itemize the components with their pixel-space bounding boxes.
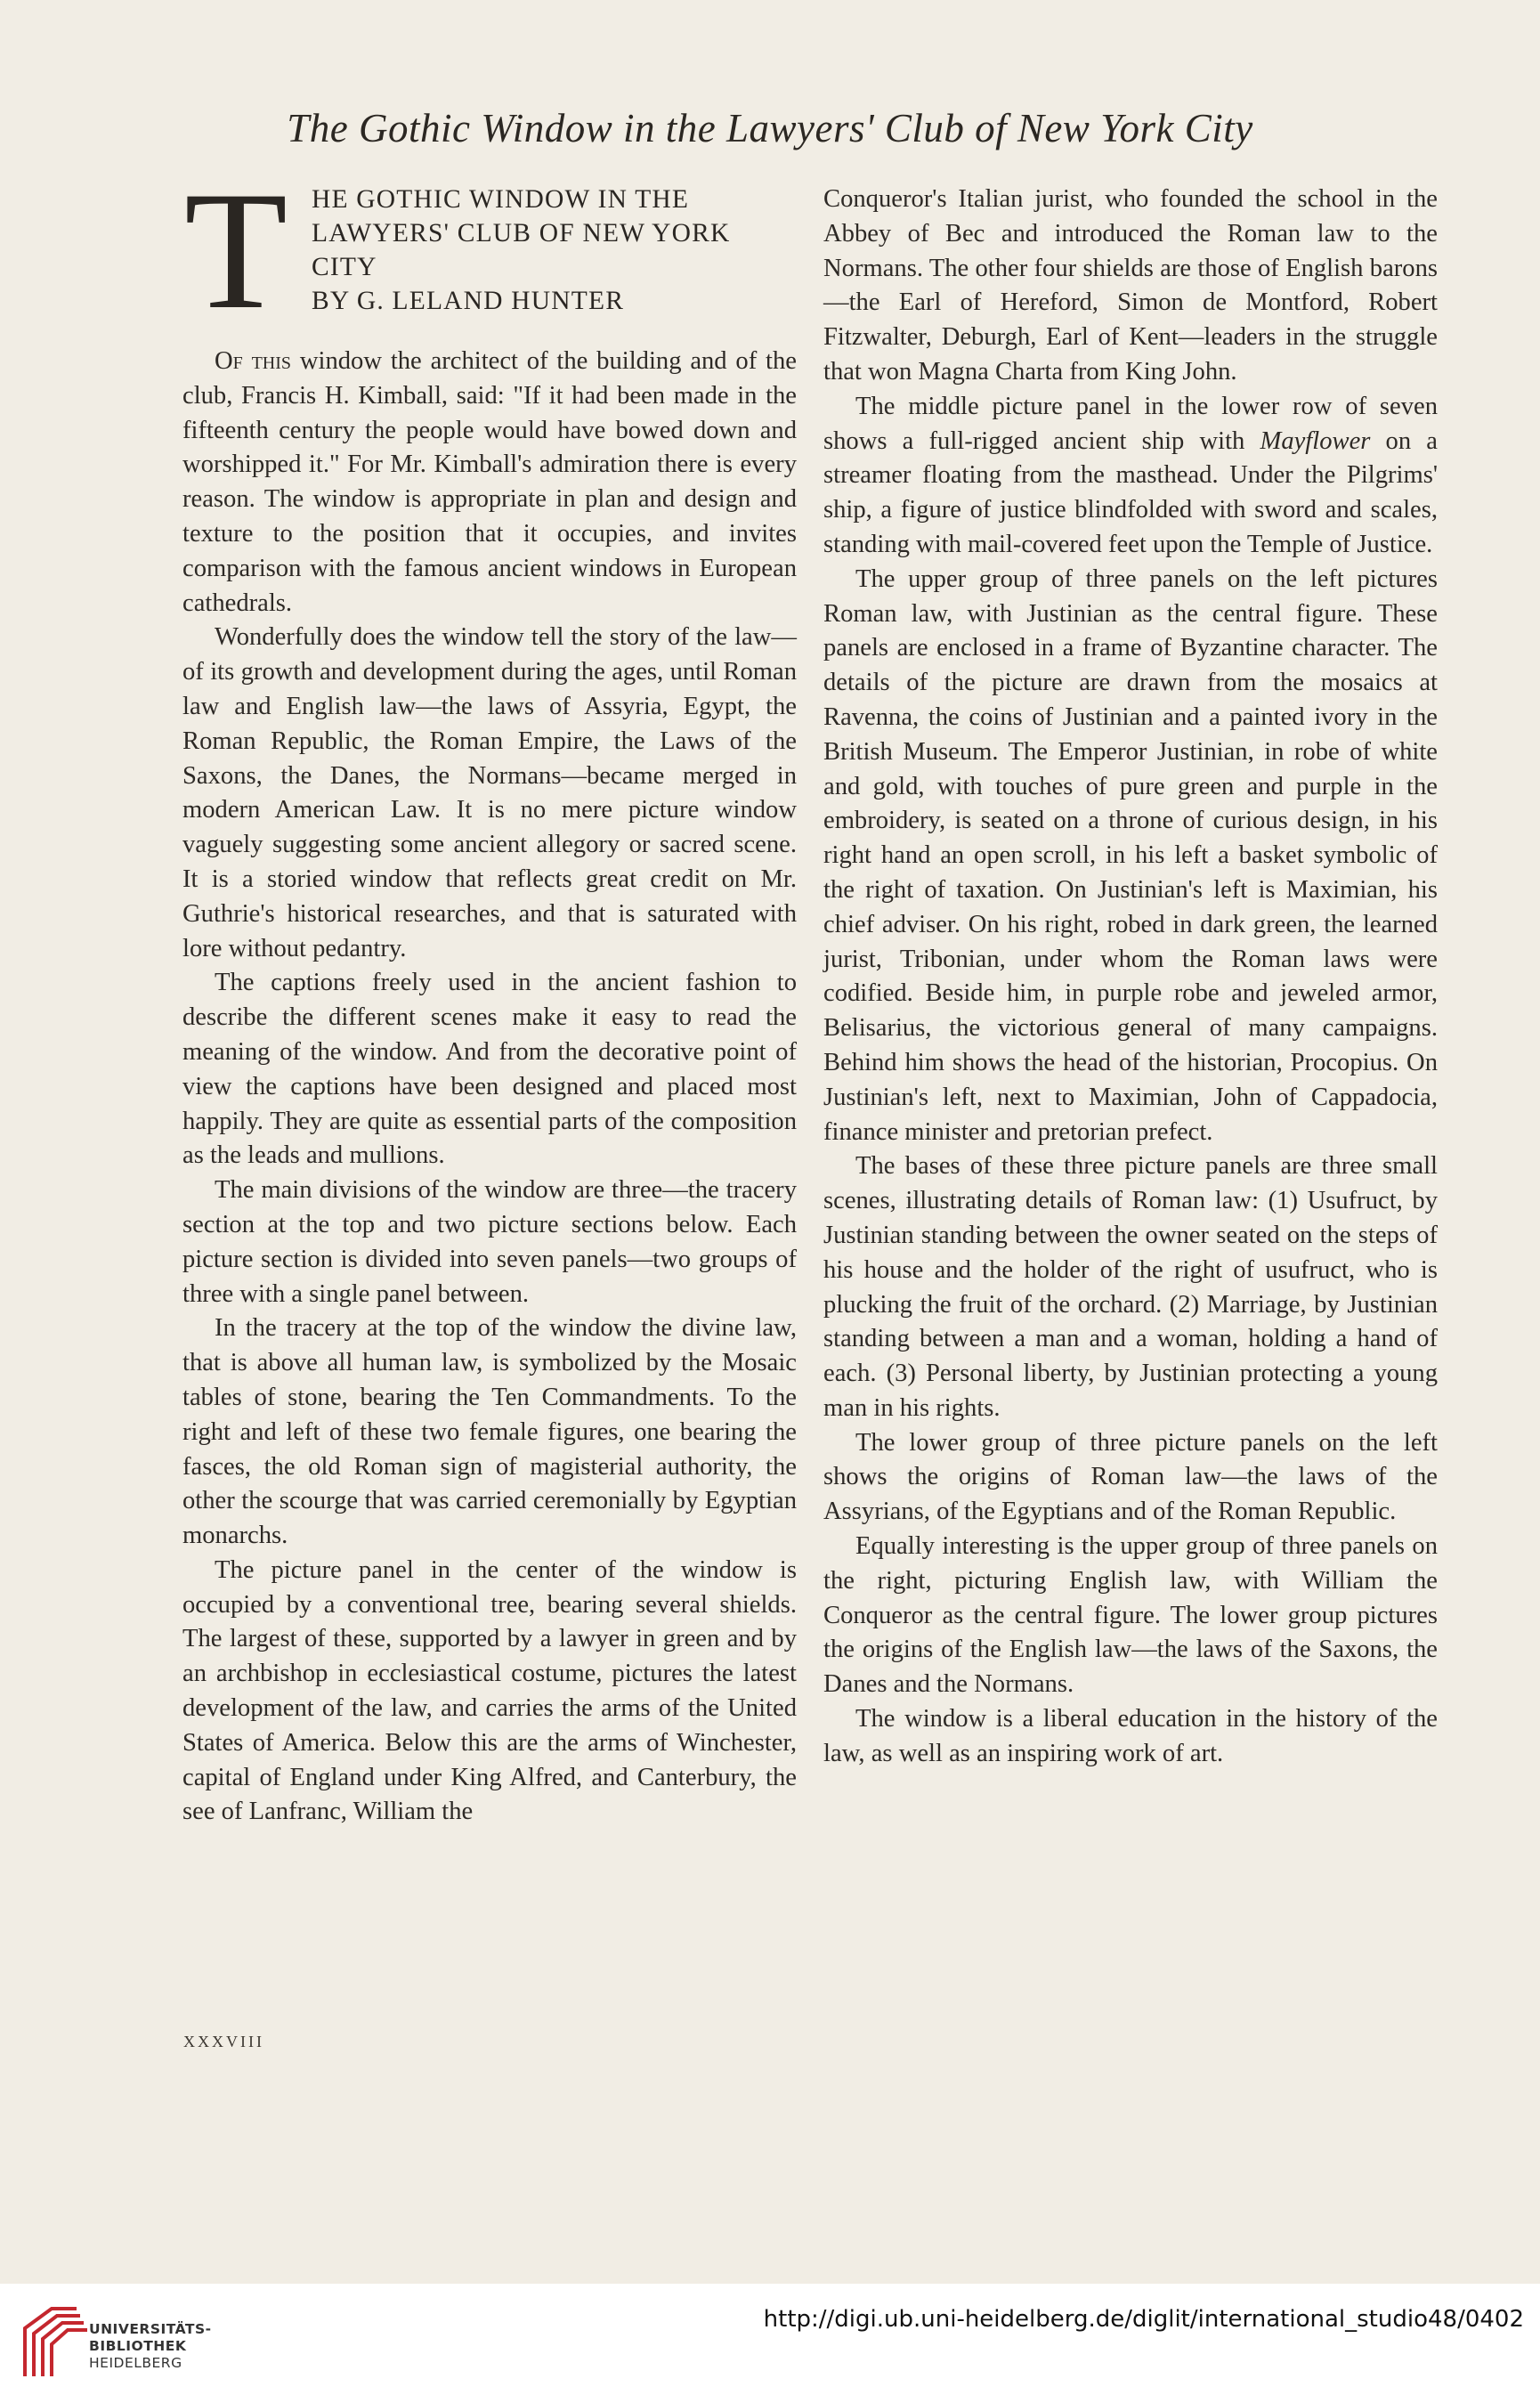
- paragraph: The picture panel in the center of the window is occupied by a conventional tree, bearing several shields. The largest of these, supported by a lawyer in green and by an archbishop in ecclesiastical costume, pictures the latest development of the law, and carries the arms of the United States of America. Below this are the arms of Winchester, capital of England under King Alfred, and Canterbury, the see of Lanfranc, William the: [182, 1555, 797, 1826]
- paragraph: The bases of these three picture panels are three small scenes, illustrating details of Roman law: (1) Usufruct, by Justinian standing between the owner seated on the steps of his house and the holder of the right of usufruct, who is plucking the fruit of the orchard. (2) Marriage, by Justinian standing between a man and a woman, holding a hand of each. (3) Personal liberty, by Justinian protecting a young man in his rights.: [823, 1152, 1438, 1422]
- paragraph-text: The middle picture panel in the lower row of seven shows a full-rigged ancient ship with: [823, 392, 1438, 455]
- paragraph-lead: Of this: [215, 347, 292, 375]
- paragraph: In the tracery at the top of the window the divine law, that is above all human law, is symbolized by the Mosaic tables of stone, bearing the Ten Commandments. To the right and left of these two female figures, one bearing the fasces, the old Roman sign of magisterial authority, the other the scourge that was carried ceremonially by Egyptian monarchs.: [182, 1314, 797, 1550]
- byline: BY G. LELAND HUNTER: [312, 287, 625, 315]
- library-name-line-1: UNIVERSITÄTS-: [89, 2321, 212, 2337]
- right-column: [823, 183, 1438, 1772]
- heading-lines: [312, 183, 797, 318]
- paragraph: The upper group of three panels on the left pictures Roman law, with Justinian as the central figure. These panels are enclosed in a frame of Byzantine character. The details of the picture are drawn from the mosaics at Ravenna, the coins of Justinian and a painted ivory in the British Museum. The Emperor Justinian, in robe of white and gold, with touches of pure green and purple in the embroidery, is seated on a throne of curious design, in his right hand an open scroll, in his left a basket symbolic of the right of taxation. On Justinian's left is Maximian, his chief adviser. On his right, robed in dark green, the learned jurist, Tribonian, under whom the Roman laws were codified. Beside him, in purple robe and jeweled armor, Belisarius, the victorious general of many campaigns. Behind him shows the head of the historian, Procopius. On Justinian's left, next to Maximian, John of Cappadocia, finance minister and pretorian prefect.: [823, 564, 1438, 1146]
- heading-line-3: CITY: [312, 253, 377, 281]
- library-name-line-2: BIBLIOTHEK: [89, 2338, 187, 2354]
- heading-line-2: LAWYERS' CLUB OF NEW YORK: [312, 219, 731, 248]
- digitization-footer: [0, 2284, 1540, 2395]
- paragraph: Equally interesting is the upper group of three panels on the right, picturing English law, with William the Conqueror as the central figure. The lower group pictures the origins of the English law—the laws of the Saxons, the Danes and the Normans.: [823, 1532, 1438, 1699]
- heading-line-1: HE GOTHIC WINDOW IN THE: [312, 185, 690, 214]
- left-column: [182, 158, 797, 1830]
- article-heading: [182, 158, 797, 345]
- paragraph: Wonderfully does the window tell the story of the law—of its growth and development during the ages, until Roman law and English law—the laws of Assyria, Egypt, the Roman Republic, the Roman Empire, the Laws of the Saxons, the Danes, the Normans—became merged in modern American Law. It is no mere picture window vaguely suggesting some ancient allegory or sacred scene. It is a storied window that reflects great credit on Mr. Guthrie's historical researches, and that is saturated with lore without pedantry.: [182, 623, 797, 962]
- ship-name: Mayflower: [1260, 426, 1371, 455]
- paragraph-text: window the architect of the building and of the club, Francis H. Kimball, said: "If it had been made in the fifteenth century the people would have bowed down and worshipped it." For Mr. Kimball's admiration there is every reason. The window is appropriate in plan and design and texture to the position that it occupies, and invites comparison with the famous ancient windows in European cathedrals.: [182, 347, 797, 617]
- paragraph-continued: Conqueror's Italian jurist, who founded the school in the Abbey of Bec and introduced the Roman law to the Normans. The other four shields are those of English barons—the Earl of Hereford, Simon de Montford, Robert Fitzwalter, Deburgh, Earl of Kent—leaders in the struggle that won Magna Charta from King John.: [823, 185, 1438, 386]
- drop-cap: T: [184, 158, 288, 345]
- paragraph: The window is a liberal education in the history of the law, as well as an inspiring work of art.: [823, 1705, 1438, 1767]
- library-logo-icon: [18, 2302, 91, 2382]
- paragraph: [823, 390, 1438, 563]
- paragraph: The captions freely used in the ancient fashion to describe the different scenes make it easy to read the meaning of the window. And from the decorative point of view the captions have been designed and placed most happily. They are quite as essential parts of the composition as the leads and mullions.: [182, 969, 797, 1170]
- source-url[interactable]: http://digi.ub.uni-heidelberg.de/diglit/international_studio48/0402: [763, 2306, 1524, 2333]
- running-title: The Gothic Window in the Lawyers' Club of New York City: [287, 106, 1253, 150]
- page-number: XXXVIII: [183, 2033, 264, 2050]
- paragraph: The main divisions of the window are three—the tracery section at the top and two picture sections below. Each picture section is divided into seven panels—two groups of three with a single panel between.: [182, 1176, 797, 1308]
- paragraph-text: on a streamer floating from the masthead. Under the Pilgrims' ship, a figure of justice blindfolded with sword and scales, standing with mail-covered feet upon the Temple of Justice.: [823, 426, 1438, 558]
- library-name: [89, 2321, 212, 2372]
- paragraph: The lower group of three picture panels on the left shows the origins of Roman law—the laws of the Assyrians, of the Egyptians and of the Roman Republic.: [823, 1428, 1438, 1526]
- library-name-line-3: HEIDELBERG: [89, 2355, 182, 2371]
- paragraph: [182, 345, 797, 621]
